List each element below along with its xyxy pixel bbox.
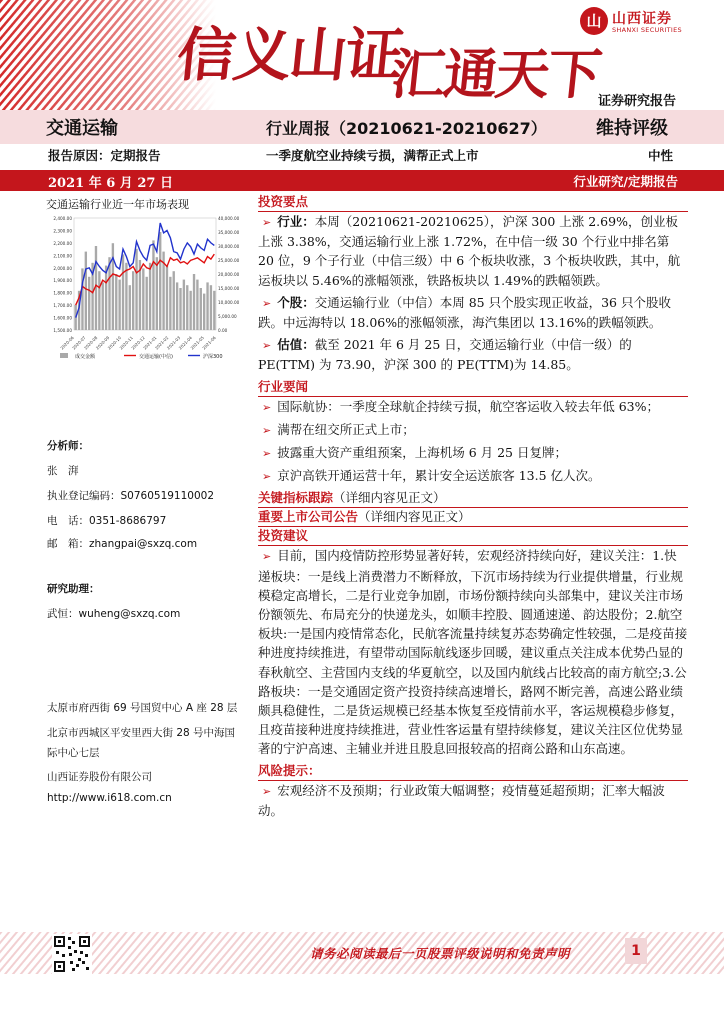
y-left-tick-label: 1,900.00 [53, 278, 72, 284]
volume-bar [98, 271, 100, 330]
advice-paragraph [258, 546, 688, 758]
report-reason: 报告原因：定期报告 [48, 148, 161, 163]
volume-bar [189, 291, 191, 330]
y-right-tick-label: 15,000.00 [218, 286, 240, 291]
footer-disclaimer: 请务必阅读最后一页股票评级说明和免责声明 [310, 946, 571, 961]
x-tick-label: 2020-11 [118, 335, 134, 351]
news-list [258, 397, 688, 487]
y-right-tick-label: 20,000.00 [218, 272, 240, 277]
x-tick-label: 2020-12 [130, 335, 146, 351]
kp-valuation-label: 估值： [277, 337, 315, 353]
sector-title: 交通运输 [46, 118, 118, 139]
report-subtitle: 一季度航空业持续亏损，满帮正式上市 [266, 148, 479, 163]
company-name: 山西证券股份有限公司 [47, 771, 152, 783]
volume-bar [203, 294, 205, 330]
kp-stock-label: 个股： [277, 294, 315, 310]
logo-mark-icon: 山 [580, 7, 608, 35]
bullet-arrow-icon: ➢ [262, 423, 272, 437]
section-tracking [258, 489, 688, 506]
analyst-head: 分析师： [47, 440, 89, 452]
volume-bar [149, 263, 151, 330]
rating-value: 中性 [648, 148, 674, 163]
news-text: 国际航协：一季度全球航企持续亏损，航空客运收入较去年低 63%； [277, 398, 659, 414]
news-text: 满帮在纽交所正式上市； [277, 421, 415, 437]
section-risk: 风险提示： [258, 762, 688, 779]
y-right-tick-label: 10,000.00 [218, 300, 240, 305]
section-key-points: 投资要点 [258, 193, 688, 210]
y-left-tick-label: 1,500.00 [53, 328, 72, 333]
y-left-tick-label: 2,300.00 [53, 228, 72, 234]
bullet-arrow-icon: ➢ [262, 550, 272, 564]
x-tick-label: 2021-01 [142, 335, 158, 351]
slogan-right: 汇通天下 [388, 42, 603, 106]
address-beijing-1: 北京市西城区平安里西大街 28 号中海国 [47, 727, 236, 739]
bullet-arrow-icon: ➢ [262, 470, 272, 484]
y-right-tick-label: 0.00 [218, 328, 228, 333]
kp-valuation-text: 截至 2021 年 6 月 25 日，交通运输行业（中信一级）的 PE(TTM) 为 73.90，沪深 300 的 PE(TTM)为 14.85。 [258, 337, 632, 373]
analyst-email[interactable]: 邮 箱：zhangpai@sxzq.com [47, 538, 198, 550]
address-beijing-2: 际中心七层 [47, 747, 100, 759]
header-banner [0, 0, 724, 110]
volume-bar [105, 266, 107, 330]
volume-bar [196, 280, 198, 330]
kp-stock-text: 交通运输行业（中信）本周 85 只个股实现正收益，36 只个股收跌。中远海特以 18.06%的涨幅领涨，海汽集团以 13.16%的跌幅领跌。 [258, 294, 671, 331]
y-left-tick-label: 1,700.00 [53, 303, 72, 309]
qr-code-icon [52, 934, 92, 974]
legend-label: 交通运输(中信) [139, 354, 173, 360]
volume-bar [173, 271, 175, 330]
report-category: 行业研究/定期报告 [573, 174, 678, 189]
volume-bar [122, 254, 124, 330]
x-tick-label: 2021-03 [165, 335, 182, 351]
volume-bar [213, 291, 215, 330]
bullet-arrow-icon: ➢ [262, 784, 272, 798]
advice-text: 目前，国内疫情防控形势显著好转，宏观经济持续向好，建议关注：1.快递板块：一是线上消费潜力不断释放，下沉市场持续为行业提供增量，行业规模稳定高增长，二是行业竞争加剧，市场份额持续向头部集中，建议关注市场份额领先、布局充分的快递龙头，如顺丰控股、圆通速递、韵达股份；2.航空板块:一是国内疫情常态化，民航客流量持续复苏态势确定性较强，二是疫苗接种进度持续推进，有望带动国际航线逐步回暖，建议重点关注成本优势凸显的春秋航空、主营国内支线的华夏航空，以及国内航线占比较高的南方航空;3.公路板块：一是交通固定资产投资持续高速增长，路网不断完善，高速公路业绩颇具稳健性，二是货运规模已经基本恢复至疫情前水平，客运规模稳步修复，且疫苗接种进度持续推进，营业性客运量有望持续修复，建议关注区位优势显著的宁沪高速、主辅业并进且股息回报较高的招商公路和山东高速。 [258, 548, 688, 757]
news-item [258, 420, 688, 440]
volume-bar [129, 285, 131, 330]
news-text: 京沪高铁开通运营十年，累计安全运送旅客 13.5 亿人次。 [277, 468, 601, 484]
analyst-license: 执业登记编码：S0760519110002 [47, 490, 215, 502]
x-tick-label: 2021-05 [189, 335, 205, 351]
volume-bar [152, 240, 154, 330]
volume-bar [146, 277, 148, 330]
right-column [258, 193, 688, 823]
y-right-tick-label: 35,000.00 [218, 230, 240, 235]
volume-bar [156, 257, 158, 330]
y-right-tick-label: 40,000.00 [218, 216, 240, 221]
address-taiyuan: 太原市府西街 69 号国贸中心 A 座 28 层 [47, 702, 238, 714]
risk-paragraph [258, 781, 688, 820]
announce-note: （详细内容见正文） [358, 509, 471, 525]
volume-bar [142, 268, 144, 330]
kp-stock [258, 293, 688, 332]
kp-industry [258, 212, 688, 290]
assistant-head: 研究助理： [47, 583, 100, 595]
volume-bar [108, 257, 110, 330]
kp-industry-label: 行业： [277, 214, 315, 229]
volume-bar [200, 288, 202, 330]
slogan-left: 信义山证 [173, 21, 406, 89]
company-website[interactable]: http://www.i618.com.cn [47, 792, 172, 804]
volume-bar [125, 263, 127, 330]
x-tick-label: 2020-07 [71, 335, 87, 351]
report-date: 2021 年 6 月 27 日 [48, 176, 173, 191]
volume-bar [206, 282, 208, 330]
kp-valuation [258, 335, 688, 374]
y-left-tick-label: 2,100.00 [53, 253, 72, 259]
y-left-tick-label: 1,800.00 [53, 290, 72, 296]
x-tick-label: 2020-09 [94, 335, 111, 351]
y-left-tick-label: 2,000.00 [53, 265, 72, 271]
bullet-arrow-icon: ➢ [262, 447, 272, 461]
volume-bar [169, 277, 171, 330]
x-tick-label: 2020-08 [83, 335, 99, 351]
page-number: 1 [625, 938, 647, 964]
market-chart-svg [46, 212, 252, 364]
volume-bar [85, 252, 87, 330]
section-advice: 投资建议 [258, 527, 688, 544]
logo-en: SHANXI SECURITIES [612, 26, 682, 34]
volume-bar [166, 266, 168, 330]
assistant-contact[interactable]: 武恒：wuheng@sxzq.com [47, 608, 181, 620]
x-tick-label: 2020-10 [106, 335, 123, 351]
volume-bar [176, 282, 178, 330]
rating-label: 维持评级 [596, 118, 668, 139]
chart-title: 交通运输行业近一年市场表现 [46, 198, 189, 211]
volume-bar [179, 288, 181, 330]
tracking-title: 关键指标跟踪 [258, 490, 334, 506]
analyst-phone: 电 话：0351-8686797 [47, 515, 167, 527]
x-tick-label: 2021-02 [154, 335, 170, 351]
tracking-note: （详细内容见正文） [333, 490, 446, 506]
legend-label: 沪深300 [203, 354, 223, 360]
x-tick-label: 2020-06 [59, 335, 75, 351]
section-news: 行业要闻 [258, 378, 688, 395]
x-tick-label: 2021-06 [201, 335, 217, 351]
analyst-name: 张 湃 [47, 465, 79, 477]
risk-text: 宏观经济不及预期；行业政策大幅调整；疫情蔓延超预期；汇率大幅波动。 [258, 782, 665, 818]
section-announcements [258, 508, 688, 525]
y-right-tick-label: 30,000.00 [218, 244, 240, 249]
kp-industry-text: 本周（20210621-20210625），沪深 300 上涨 2.69%，创业板上涨 3.38%，交通运输行业上涨 1.72%，在中信一级 30 个行业中排名第 20 位，9 个子行业（中信三级）中 6 个板块收涨，3 个板块收跌，其中，航运板块以 5.46%的涨幅领涨，铁路板块以 1.49%的跌幅领跌。 [258, 214, 681, 288]
volume-bar [112, 243, 114, 330]
market-chart [46, 212, 252, 364]
volume-bar [210, 285, 212, 330]
volume-bar [102, 282, 104, 330]
news-item [258, 443, 688, 463]
company-logo [580, 5, 700, 41]
bullet-arrow-icon: ➢ [262, 339, 272, 353]
volume-bar [132, 271, 134, 330]
y-left-tick-label: 1,600.00 [53, 315, 72, 321]
volume-bar [115, 274, 117, 330]
volume-bar [88, 277, 90, 330]
report-label: 证券研究报告 [597, 94, 676, 109]
logo-cn: 山西证券 [612, 11, 672, 27]
y-left-tick-label: 2,200.00 [53, 240, 72, 246]
news-text: 披露重大资产重组预案，上海机场 6 月 25 日复牌； [277, 445, 567, 461]
x-tick-label: 2021-04 [177, 335, 194, 351]
bullet-arrow-icon: ➢ [262, 400, 272, 414]
y-right-tick-label: 5,000.00 [218, 314, 237, 319]
volume-bar [186, 285, 188, 330]
legend-swatch [60, 353, 68, 358]
y-right-tick-label: 25,000.00 [218, 258, 240, 263]
y-left-tick-label: 2,400.00 [53, 216, 72, 221]
volume-bar [118, 280, 120, 330]
news-item [258, 397, 688, 417]
bullet-arrow-icon: ➢ [262, 216, 272, 229]
bullet-arrow-icon: ➢ [262, 296, 272, 310]
volume-bar [183, 280, 185, 330]
volume-bar [159, 232, 161, 330]
legend-label: 成交金额 [75, 354, 96, 360]
announce-title: 重要上市公司公告 [258, 509, 359, 525]
volume-bar [135, 249, 137, 330]
report-type: 行业周报（20210621-20210627） [266, 119, 547, 138]
volume-bar [193, 274, 195, 330]
news-item [258, 466, 688, 486]
